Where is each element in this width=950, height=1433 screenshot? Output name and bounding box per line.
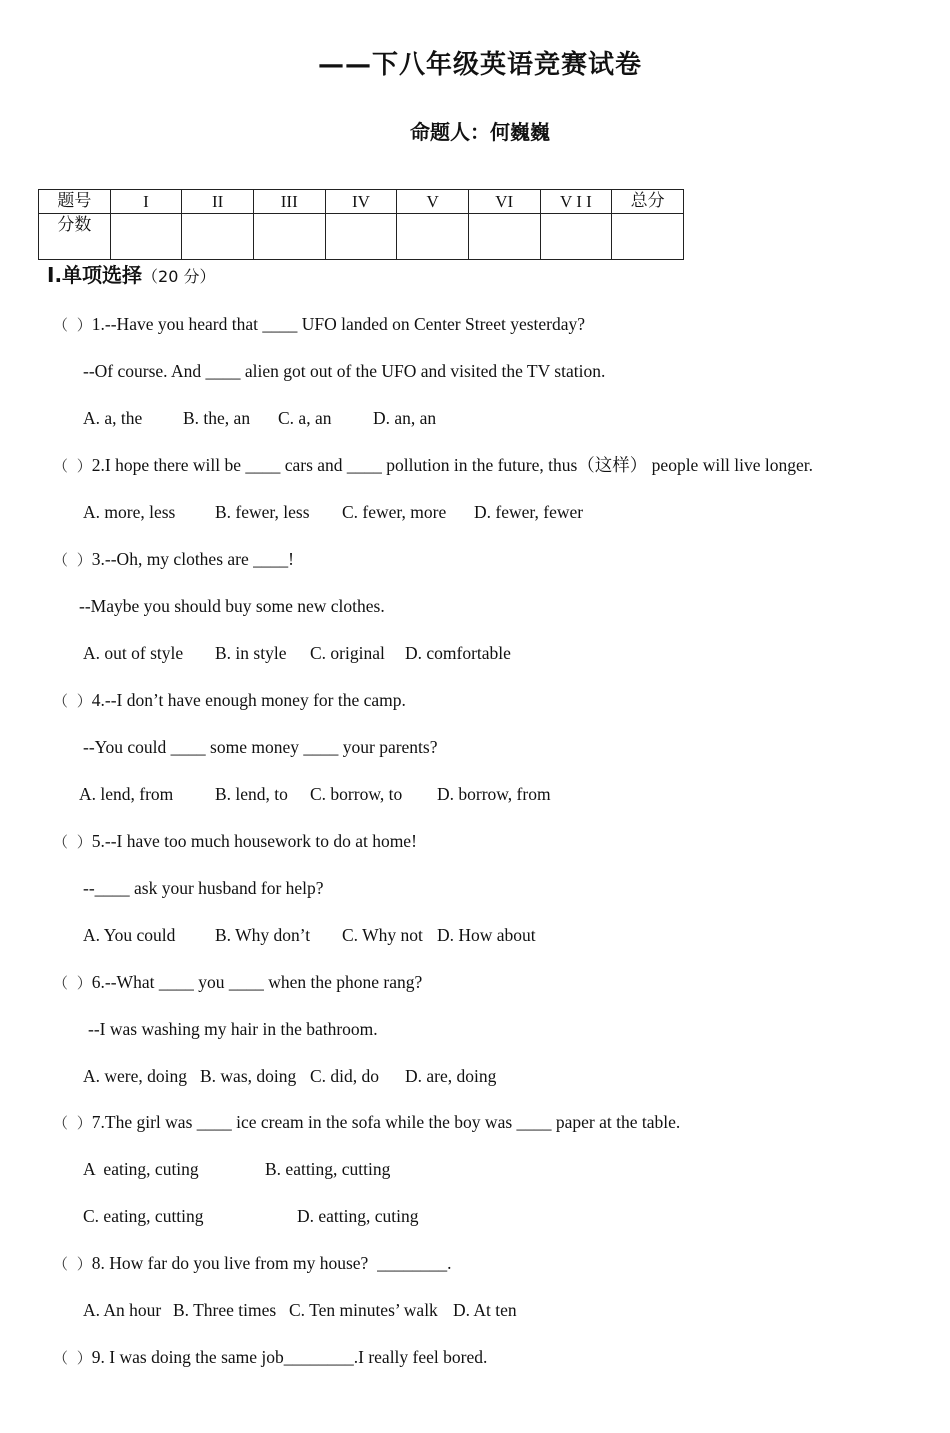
score-cell: [110, 214, 182, 260]
section-title: 单项选择: [62, 263, 143, 287]
col-header-total: 总分: [612, 190, 684, 214]
question-3-options: A. out of style B. in style C. original D. comfortable: [83, 643, 511, 663]
question-9: （ ）9. I was doing the same job________.I really feel bored.: [53, 1347, 488, 1367]
score-cell: [182, 214, 254, 260]
author-line: 命题人：何巍巍: [410, 120, 550, 144]
question-5-line2: --____ ask your husband for help?: [83, 878, 324, 898]
question-7-options-cd: C. eating, cutting D. eatting, cuting: [83, 1206, 419, 1226]
question-3-line2: --Maybe you should buy some new clothes.: [79, 596, 385, 616]
question-1-options: A. a, the B. the, an C. a, an D. an, an: [83, 408, 437, 428]
question-4-options: A. lend, from B. lend, to C. borrow, to D. borrow, from: [79, 784, 551, 804]
col-header-1: I: [110, 190, 182, 214]
col-header-5: V: [397, 190, 469, 214]
section-heading: [47, 259, 216, 288]
question-1: （ ）1.--Have you heard that ____ UFO landed on Center Street yesterday?: [53, 314, 586, 334]
col-header-7: V I I: [540, 190, 612, 214]
section-number: I.: [47, 263, 63, 287]
col-header-2: II: [182, 190, 254, 214]
question-6-options: A. were, doing B. was, doing C. did, do D. are, doing: [83, 1066, 497, 1086]
question-4-line2: --You could ____ some money ____ your parents?: [83, 737, 438, 757]
row-label-question-no: 题号: [39, 190, 111, 214]
score-cell: [468, 214, 540, 260]
col-header-4: IV: [325, 190, 397, 214]
question-4: （ ）4.--I don’t have enough money for the camp.: [53, 690, 406, 710]
question-3: （ ）3.--Oh, my clothes are ____!: [53, 549, 294, 569]
question-2-options: A. more, less B. fewer, less C. fewer, more D. fewer, fewer: [83, 502, 584, 522]
section-points: （20 分）: [142, 267, 216, 286]
question-7-options-ab: A eating, cuting B. eatting, cutting: [83, 1159, 391, 1179]
score-cell: [612, 214, 684, 260]
score-cell: [325, 214, 397, 260]
question-1-line2: --Of course. And ____ alien got out of the UFO and visited the TV station.: [83, 361, 606, 381]
question-5-options: A. You could B. Why don’t C. Why not D. How about: [83, 925, 536, 945]
question-2: （ ）2.I hope there will be ____ cars and ____ pollution in the future, thus（这样） people will live longer.: [53, 455, 814, 475]
score-table: [38, 189, 684, 260]
question-8: （ ）8. How far do you live from my house? ________.: [53, 1253, 452, 1273]
question-6: （ ）6.--What ____ you ____ when the phone rang?: [53, 972, 423, 992]
question-6-line2: --I was washing my hair in the bathroom.: [88, 1019, 378, 1039]
page-title: ——下八年级英语竞赛试卷: [317, 50, 642, 80]
row-label-score: 分数: [39, 214, 111, 260]
question-5: （ ）5.--I have too much housework to do at home!: [53, 831, 417, 851]
score-cell: [253, 214, 325, 260]
col-header-6: VI: [468, 190, 540, 214]
col-header-3: III: [253, 190, 325, 214]
score-cell: [540, 214, 612, 260]
score-cell: [397, 214, 469, 260]
question-8-options: A. An hour B. Three times C. Ten minutes’ walk D. At ten: [83, 1300, 517, 1320]
question-7: （ ）7.The girl was ____ ice cream in the sofa while the boy was ____ paper at the table.: [53, 1112, 681, 1132]
